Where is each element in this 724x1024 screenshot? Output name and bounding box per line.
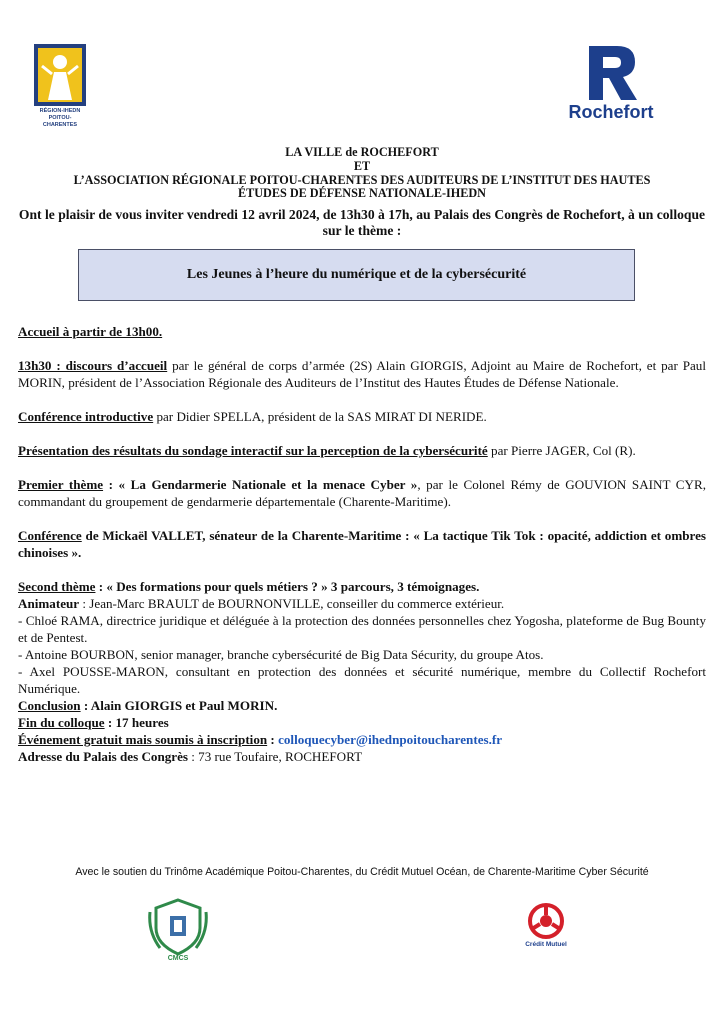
conf-intro-label: Conférence introductive	[18, 409, 154, 424]
discours-text: par le général de corps d’armée (2S) Alain GIORGIS, Adjoint au Maire de Rochefort, et par Paul MORIN, président de l’Association Régionale des Auditeurs de l’Institut des Hautes Études de Défense Nationale.	[18, 358, 706, 390]
email-link[interactable]: colloquecyber@ihednpoitoucharentes.fr	[278, 732, 503, 747]
speaker-2: - Antoine BOURBON, senior manager, branche cybersécurité de Big Data Sécurity, du groupe Atos.	[18, 647, 544, 662]
cmcs-logo	[148, 898, 208, 966]
discours-paragraph	[18, 357, 706, 391]
conference-text: de Mickaël VALLET, sénateur de la Charente-Maritime : « La tactique Tik Tok : opacité, addiction et ombres chinoises ».	[18, 528, 706, 560]
ihedn-logo	[34, 44, 86, 128]
adresse-text: : 73 rue Toufaire, ROCHEFORT	[188, 749, 363, 764]
invitation-text: Ont le plaisir de vous inviter vendredi 12 avril 2024, de 13h30 à 17h, au Palais des Congrès de Rochefort, à un colloque sur le thème :	[18, 207, 706, 238]
second-theme-label: Second thème	[18, 579, 96, 594]
support-text: Avec le soutien du Trinôme Académique Poitou-Charentes, du Crédit Mutuel Océan, de Charente-Maritime Cyber Sécurité	[75, 866, 649, 878]
animateur-label: Animateur	[18, 596, 80, 611]
header-line-2: ET	[353, 158, 371, 173]
adresse-paragraph	[18, 748, 706, 765]
header-line-3: L’ASSOCIATION RÉGIONALE POITOU-CHARENTES DES AUDITEURS DE L’INSTITUT DES HAUTES	[73, 172, 651, 187]
conference-label: Conférence	[18, 528, 82, 543]
ihedn-logo-text: RÉGION-IHEDN	[39, 108, 81, 114]
credit-mutuel-logo	[520, 901, 572, 957]
conclusion-text: : Alain GIORGIS et Paul MORIN.	[80, 698, 278, 713]
header-line-1: LA VILLE de ROCHEFORT	[285, 145, 439, 159]
inscription-sep: :	[267, 732, 279, 747]
conclusion-paragraph	[18, 697, 706, 714]
fin-label: Fin du colloque	[18, 715, 105, 730]
accueil-label: Accueil à partir de 13h00.	[18, 324, 163, 339]
header-line-4: ÉTUDES DE DÉFENSE NATIONALE-IHEDN	[238, 186, 486, 201]
rochefort-logo-text: Rochefort	[568, 102, 654, 122]
discours-label: 13h30 : discours d’accueil	[18, 358, 168, 373]
sondage-label: Présentation des résultats du sondage interactif sur la perception de la cybersécurité	[18, 443, 488, 458]
speaker-1: - Chloé RAMA, directrice juridique et déléguée à la protection des données personnelles chez Yogosha, plateforme de Bug Bounty et de Pentest.	[18, 613, 706, 645]
premier-theme-paragraph	[18, 476, 706, 510]
premier-theme-title: : « La Gendarmerie Nationale et la menace Cyber »	[103, 477, 418, 492]
cmcs-logo-text: CMCS	[167, 955, 189, 962]
fin-paragraph	[18, 714, 706, 731]
premier-theme-text: , par le Colonel Rémy de GOUVION SAINT CYR, commandant du groupement de gendarmerie départementale (Charente-Maritime).	[18, 477, 706, 509]
second-theme-title: : « Des formations pour quels métiers ? » 3 parcours, 3 témoignages.	[95, 579, 480, 594]
sondage-paragraph	[18, 442, 706, 459]
sondage-text: par Pierre JAGER, Col (R).	[487, 443, 636, 458]
program	[18, 323, 706, 765]
conf-intro-paragraph	[18, 408, 706, 425]
conference-paragraph	[18, 527, 706, 561]
ihedn-logo-subtext: POITOU-CHARENTES	[42, 115, 78, 128]
premier-theme-label: Premier thème	[18, 477, 104, 492]
conclusion-label: Conclusion	[18, 698, 81, 713]
speaker-3: - Axel POUSSE-MARON, consultant en protection des données et sécurité numérique, membre du Collectif Rochefort Numérique.	[18, 664, 706, 696]
rochefort-logo	[565, 44, 657, 128]
theme-box	[78, 249, 635, 301]
adresse-label: Adresse du Palais des Congrès	[18, 749, 188, 764]
credit-mutuel-text: Crédit Mutuel	[525, 941, 567, 948]
second-theme-paragraph	[18, 578, 706, 595]
inscription-label: Événement gratuit mais soumis à inscription	[18, 732, 268, 747]
animateur-paragraph	[18, 595, 706, 612]
theme-title: Les Jeunes à l’heure du numérique et de la cybersécurité	[186, 267, 527, 282]
accueil-line	[18, 323, 706, 340]
conf-intro-text: par Didier SPELLA, président de la SAS MIRAT DI NERIDE.	[153, 409, 487, 424]
animateur-text: : Jean-Marc BRAULT de BOURNONVILLE, conseiller du commerce extérieur.	[79, 596, 505, 611]
invitation-header	[18, 146, 706, 201]
fin-text: : 17 heures	[104, 715, 169, 730]
inscription-paragraph	[18, 731, 706, 748]
